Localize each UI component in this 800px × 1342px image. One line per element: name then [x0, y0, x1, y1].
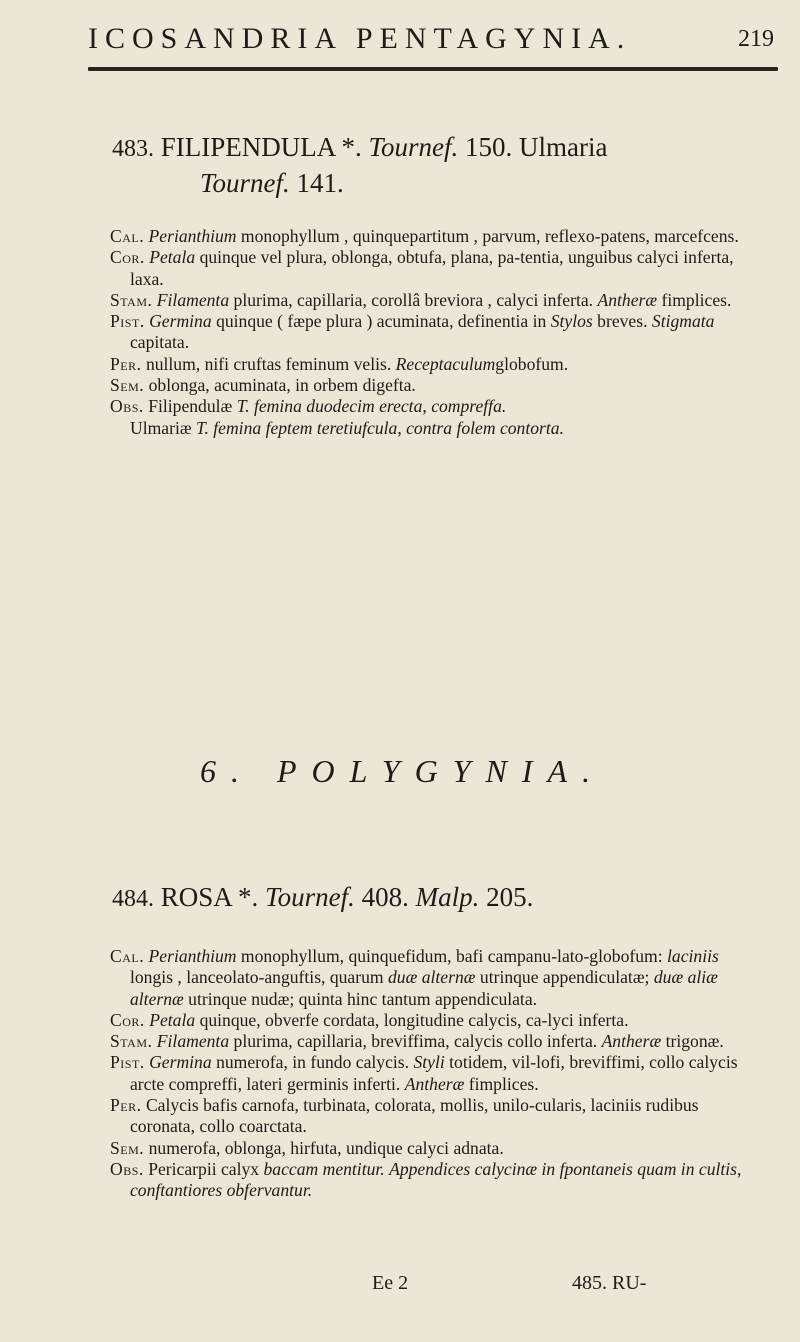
line-text: capitata.: [130, 332, 190, 353]
line-text: Calycis bafis carnofa, turbinata, colorata, mollis, unilo-cularis, laciniis rudibus coronata, collo coarctata.: [130, 1095, 699, 1137]
term: Germina: [149, 311, 212, 332]
term: Stigmata: [651, 311, 715, 332]
pistil-line: [110, 1052, 760, 1095]
line-label: Obs.: [110, 396, 144, 417]
line-label: Stam.: [110, 289, 153, 310]
observation-line: [110, 1159, 760, 1202]
term: Antheræ: [601, 1031, 662, 1052]
line-label: Sem.: [110, 375, 145, 396]
genus-number: 483.: [112, 136, 154, 162]
genus-reference-number: 150.: [465, 132, 513, 162]
term: T.: [236, 396, 250, 417]
line-label: Pist.: [110, 311, 145, 332]
line-text: Filipendulæ: [148, 396, 233, 417]
genus-reference-number: 408.: [361, 882, 409, 912]
line-text: monophyllum , quinquepartitum , parvum, reflexo-patens, marcefcens.: [240, 226, 739, 246]
line-text: plurima, capillaria, breviffima, calycis collo inferta.: [233, 1031, 598, 1052]
genus-name: ROSA *.: [160, 882, 259, 912]
line-text: numerofa, in fundo calycis.: [216, 1052, 410, 1073]
term: duæ aliæ alternæ: [130, 967, 718, 1009]
calyx-line: [110, 946, 760, 1010]
term: compreffa.: [431, 396, 507, 417]
order-heading: 6. POLYGYNIA.: [200, 753, 606, 789]
second-reference-author: Malp.: [415, 882, 480, 912]
observation-line: [110, 396, 760, 439]
line-label: Pist.: [110, 1052, 145, 1073]
line-text: Pericarpii calyx: [148, 1158, 260, 1179]
line-text: quinque vel plura, oblonga, obtufa, plana, pa-tentia, unguibus calyci inferta, laxa.: [130, 247, 734, 289]
genus-heading-483-line2: [200, 166, 344, 200]
line-label: Per.: [110, 1095, 142, 1116]
genus-synonym: Ulmaria: [519, 132, 608, 162]
term: Petala: [149, 1009, 196, 1030]
genus-heading-484: [112, 880, 533, 916]
term: Germina: [149, 1052, 212, 1073]
term: T.: [195, 417, 209, 438]
line-text: oblonga, acuminata, in orbem digefta.: [148, 375, 416, 396]
term: Filamenta: [156, 289, 230, 310]
stamen-line: [110, 290, 760, 311]
line-text: fimplices.: [661, 289, 732, 310]
term: femina feptem teretiufcula: [213, 417, 398, 438]
running-head-title: ICOSANDRIA PENTAGYNIA.: [88, 22, 632, 55]
corolla-line: [110, 247, 760, 290]
genus-number: 484.: [112, 886, 154, 912]
term: Perianthium: [148, 226, 237, 246]
running-head: [88, 22, 774, 62]
line-label: Cor.: [110, 1009, 145, 1030]
second-reference-number: 205.: [486, 882, 534, 912]
term: Appendices calycinæ in fpontaneis quam in cultis: [389, 1158, 737, 1179]
term: Stylos: [550, 311, 593, 332]
pericarp-line: [110, 354, 760, 375]
term: conftantiores obfervantur.: [130, 1180, 313, 1201]
line-text: trigonæ.: [665, 1031, 724, 1052]
calyx-line: [110, 226, 760, 247]
genus-description-483: [110, 226, 760, 439]
line-text: quinque, obverfe cordata, longitudine calycis, ca-lyci inferta.: [199, 1009, 629, 1030]
genus-reference-author: Tournef.: [265, 882, 355, 912]
line-text: globofum.: [495, 353, 569, 374]
genus-heading-483: [112, 130, 608, 166]
term: Petala: [149, 247, 196, 268]
line-text: totidem, vil-lofi, breviffimi, collo calycis arcte compreffi, lateri germinis inferti.: [130, 1052, 738, 1094]
line-text: nullum, nifi cruftas feminum velis.: [145, 353, 392, 374]
term: Receptaculum: [395, 353, 496, 374]
stamen-line: [110, 1031, 760, 1052]
genus-reference-author: Tournef.: [368, 132, 459, 162]
pistil-line: [110, 311, 760, 354]
seed-line: [110, 375, 760, 396]
line-text: ,: [737, 1158, 742, 1179]
line-label: Obs.: [110, 1158, 144, 1179]
line-text: longis , lanceolato-anguftis, quarum: [130, 967, 384, 988]
term: femina duodecim erecta: [253, 396, 423, 417]
term: Styli: [413, 1052, 445, 1073]
term: duæ alternæ: [388, 967, 476, 988]
line-label: Cal.: [110, 226, 145, 246]
line-label: Stam.: [110, 1031, 153, 1052]
page-number: 219: [738, 26, 774, 52]
synonym-reference-author: Tournef.: [200, 168, 290, 198]
line-label: Cor.: [110, 247, 145, 268]
line-text: ,: [397, 417, 402, 438]
line-text: monophyllum, quinquefidum, bafi campanu-lato-globofum:: [240, 946, 663, 966]
corolla-line: [110, 1010, 760, 1031]
header-rule: [88, 67, 778, 71]
line-text: fimplices.: [468, 1073, 539, 1094]
term: Filamenta: [156, 1031, 230, 1052]
genus-name: FILIPENDULA *.: [160, 132, 362, 162]
pericarp-line: [110, 1095, 760, 1138]
line-label: Sem.: [110, 1137, 145, 1158]
genus-description-484: [110, 946, 760, 1202]
line-text: ,: [422, 396, 427, 417]
term: Antheræ: [404, 1073, 465, 1094]
line-text: Ulmariæ: [130, 417, 192, 438]
signature-mark: Ee 2: [372, 1272, 409, 1294]
line-label: Per.: [110, 353, 142, 374]
line-text: quinque ( fæpe plura ) acuminata, definentia in: [216, 311, 547, 332]
line-label: Cal.: [110, 946, 145, 966]
synonym-reference-number: 141.: [296, 168, 344, 198]
catchword: 485. RU-: [572, 1272, 647, 1294]
line-text: utrinque nudæ; quinta hinc tantum appendiculata.: [188, 988, 538, 1009]
term: Perianthium: [148, 946, 237, 966]
line-text: utrinque appendiculatæ;: [479, 967, 650, 988]
line-text: breves.: [597, 311, 648, 332]
term: baccam mentitur.: [263, 1158, 385, 1179]
term: laciniis: [667, 946, 719, 966]
term: Antheræ: [597, 289, 658, 310]
line-text: numerofa, oblonga, hirfuta, undique calyci adnata.: [148, 1137, 504, 1158]
seed-line: [110, 1138, 760, 1159]
term: contra folem contorta.: [406, 417, 564, 438]
line-text: plurima, capillaria, corollâ breviora , calyci inferta.: [233, 289, 594, 310]
